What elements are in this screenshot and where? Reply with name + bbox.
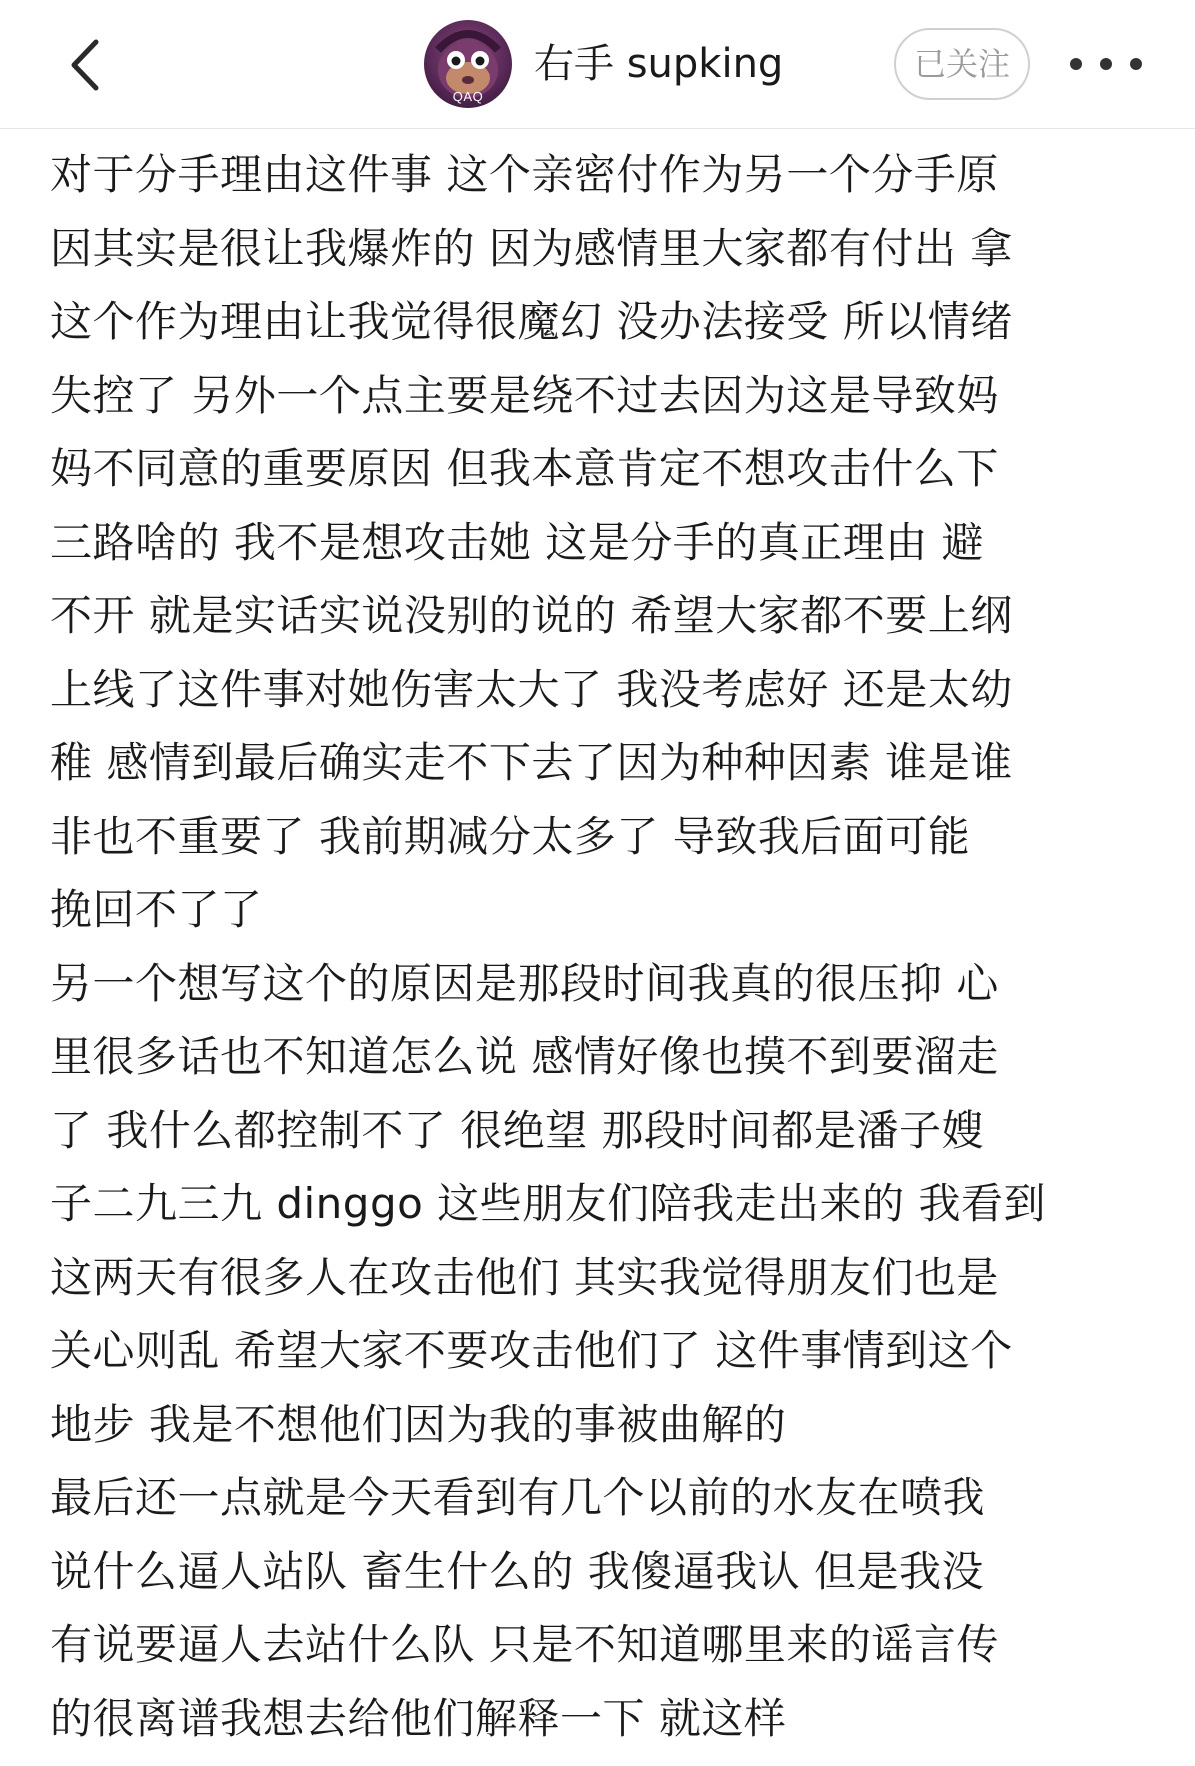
chevron-left-icon — [56, 30, 116, 100]
avatar-tag: QAQ — [452, 89, 484, 104]
post-line: 说什么逼人站队 畜生什么的 我傻逼我认 但是我没 — [50, 1546, 985, 1596]
post-content — [50, 138, 1160, 1755]
post-line: 里很多话也不知道怎么说 感情好像也摸不到要溜走 — [50, 1032, 999, 1081]
post-line: 稚 感情到最后确实走不下去了因为种种因素 谁是谁 — [50, 738, 1013, 787]
post-line: 这个作为理由让我觉得很魔幻 没办法接受 所以情绪 — [50, 297, 1013, 346]
post-line: 了 我什么都控制不了 很绝望 那段时间都是潘子嫂 — [50, 1105, 985, 1155]
post-line: 这两天有很多人在攻击他们 其实我觉得朋友们也是 — [50, 1252, 999, 1302]
post-paragraph — [50, 138, 1160, 947]
post-line: 因其实是很让我爆炸的 因为感情里大家都有付出 拿 — [50, 223, 1013, 273]
more-dot-icon — [1070, 58, 1082, 70]
username[interactable]: 右手 supking — [534, 41, 784, 87]
post-line: 妈不同意的重要原因 但我本意肯定不想攻击什么下 — [50, 444, 999, 493]
post-paragraph — [50, 1461, 1160, 1755]
post-line: 挽回不了了 — [50, 885, 263, 934]
post-line: 子二九三九 dinggo 这些朋友们陪我走出来的 我看到 — [50, 1179, 1047, 1228]
avatar[interactable] — [424, 20, 512, 108]
post-line: 最后还一点就是今天看到有几个以前的水友在喷我 — [50, 1473, 986, 1522]
post-line: 地步 我是不想他们因为我的事被曲解的 — [50, 1399, 787, 1449]
top-navigation-bar — [0, 0, 1195, 129]
post-line: 失控了 另外一个点主要是绕不过去因为这是导致妈 — [50, 370, 999, 420]
post-line: 不开 就是实话实说没别的说的 希望大家都不要上纲 — [50, 591, 1013, 640]
more-dot-icon — [1130, 58, 1142, 70]
follow-button[interactable]: 已关注 — [894, 28, 1030, 100]
more-button[interactable] — [1066, 44, 1146, 84]
back-button[interactable] — [56, 30, 116, 100]
post-paragraph — [50, 947, 1160, 1462]
post-line: 的很离谱我想去给他们解释一下 就这样 — [50, 1693, 787, 1743]
post-line: 上线了这件事对她伤害太大了 我没考虑好 还是太幼 — [50, 664, 1013, 714]
post-line: 关心则乱 希望大家不要攻击他们了 这件事情到这个 — [50, 1326, 1013, 1375]
more-dot-icon — [1100, 58, 1112, 70]
post-line: 三路啥的 我不是想攻击她 这是分手的真正理由 避 — [50, 517, 985, 567]
post-line: 有说要逼人去站什么队 只是不知道哪里来的谣言传 — [50, 1620, 999, 1669]
post-line: 非也不重要了 我前期减分太多了 导致我后面可能 — [50, 811, 971, 861]
post-line: 另一个想写这个的原因是那段时间我真的很压抑 心 — [50, 958, 999, 1008]
post-line: 对于分手理由这件事 这个亲密付作为另一个分手原 — [50, 150, 999, 199]
